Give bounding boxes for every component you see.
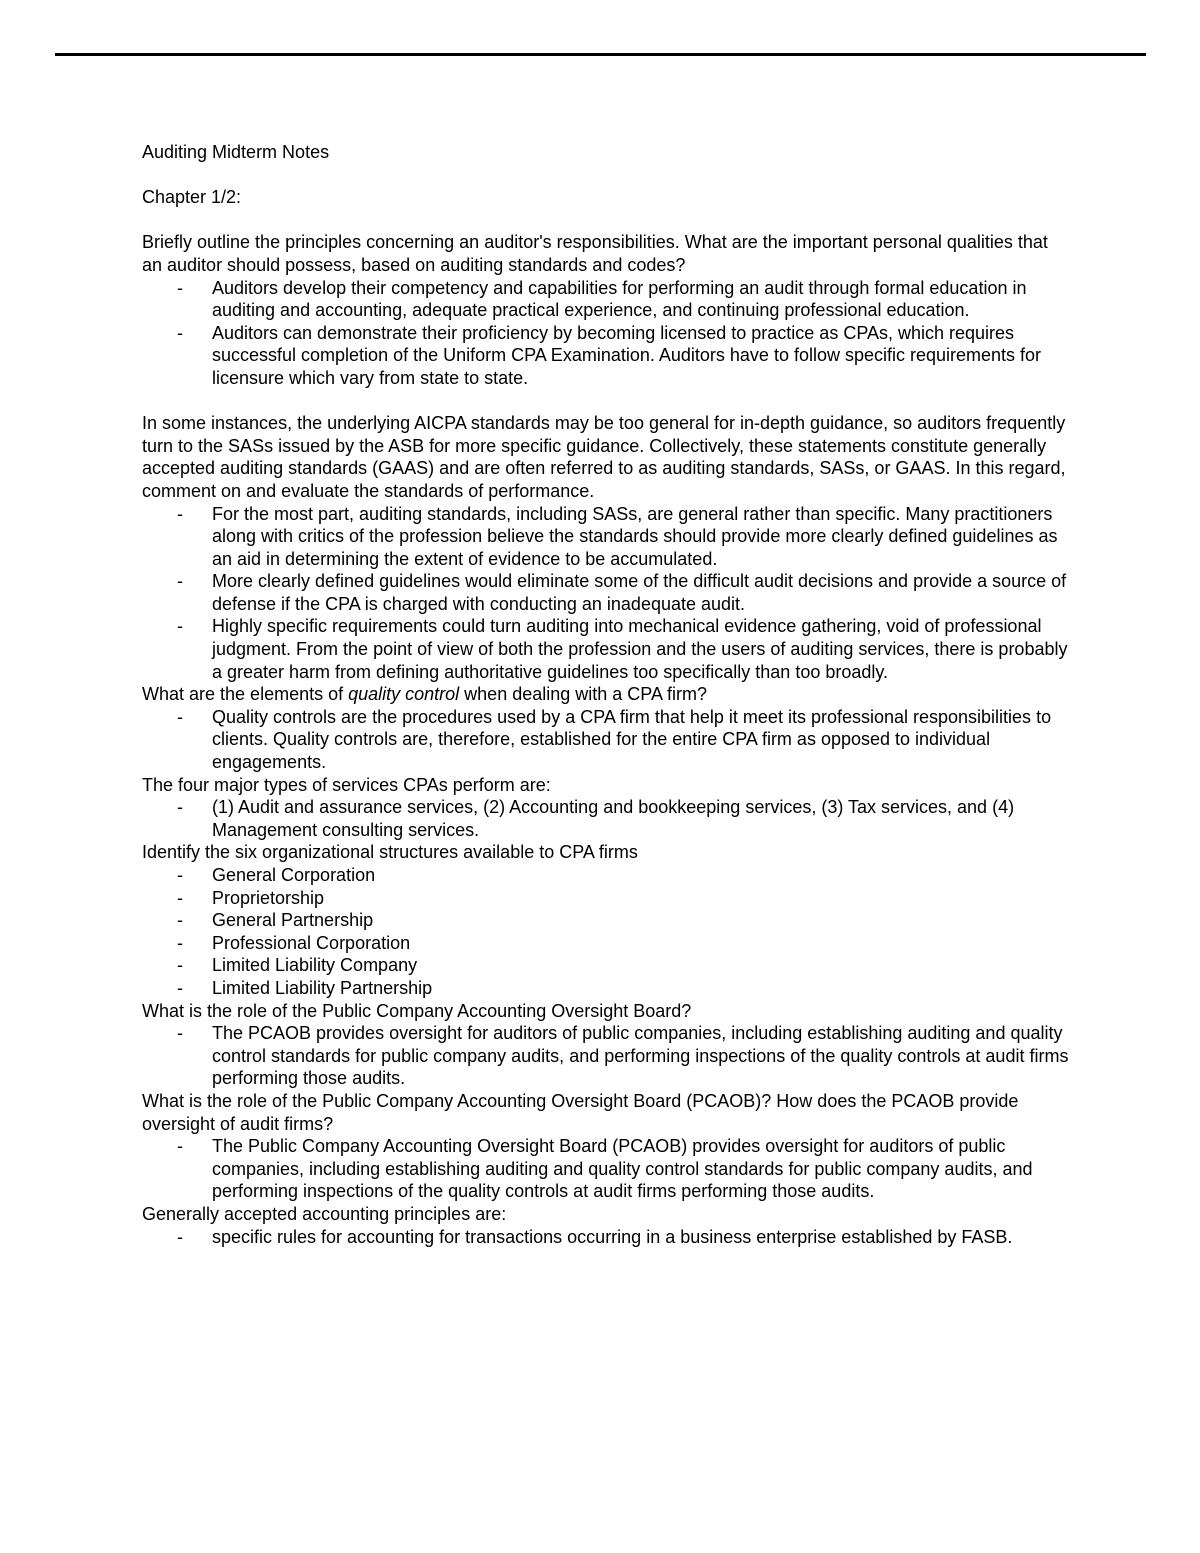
list-item-text: The Public Company Accounting Oversight Board (PCAOB) provides oversight for auditors of public companies, including establishing auditing and quality control standards for public company audits, and performing inspections of the quality controls at audit firms performing those audits.	[212, 1136, 1033, 1202]
list-item-text: General Corporation	[212, 865, 376, 885]
list-item-text: The PCAOB provides oversight for auditors of public companies, including establishing auditing and quality control standards for public company audits, and performing inspections of the quality controls at audit firms performing those audits.	[212, 1023, 1069, 1089]
list-item-text: Limited Liability Company	[212, 955, 418, 976]
bullet-marker: -	[177, 865, 183, 885]
document-title: Auditing Midterm Notes	[142, 142, 330, 162]
bullet-list	[142, 503, 1072, 684]
list-item	[142, 954, 1072, 977]
bullet-marker: -	[177, 932, 183, 953]
question-text: What is the role of the Public Company Accounting Oversight Board (PCAOB)? How does the PCAOB provide oversight of audit firms?	[142, 1090, 1019, 1134]
list-item-text: For the most part, auditing standards, including SASs, are general rather than specific. Many practitioners along with critics of the profession believe the standards should provide more clearly defined guidelines as an aid in determining the extent of evidence to be accumulated.	[212, 503, 1058, 569]
list-item	[142, 796, 1072, 841]
question-text: Generally accepted accounting principles are:	[142, 1203, 507, 1224]
list-item-text: Auditors can demonstrate their proficiency by becoming licensed to practice as CPAs, which requires successful completion of the Uniform CPA Examination. Auditors have to follow specific requirements for licensure which vary from state to state.	[212, 322, 1042, 388]
list-item-text: Limited Liability Partnership	[212, 977, 433, 998]
list-item	[142, 570, 1072, 615]
bullet-marker: -	[177, 910, 183, 931]
list-item	[142, 277, 1072, 322]
list-item-text: General Partnership	[212, 910, 374, 931]
chapter-heading: Chapter 1/2:	[142, 187, 242, 208]
bullet-marker: -	[177, 797, 183, 818]
bullet-marker: -	[177, 616, 183, 637]
bullet-list	[142, 864, 1072, 1000]
bullet-list	[142, 796, 1072, 841]
list-item-text: More clearly defined guidelines would eliminate some of the difficult audit decisions and provide a source of defense if the CPA is charged with conducting an inadequate audit.	[212, 571, 1067, 614]
bullet-marker: -	[177, 977, 183, 998]
list-item-text: Professional Corporation	[212, 932, 411, 953]
bullet-marker: -	[177, 706, 183, 727]
header-rule	[55, 53, 1146, 56]
question-text: What is the role of the Public Company Accounting Oversight Board?	[142, 1000, 692, 1021]
bullet-marker: -	[177, 1226, 183, 1247]
spacer	[142, 209, 1072, 232]
list-item	[142, 1135, 1072, 1203]
list-item	[142, 909, 1072, 932]
bullet-list	[142, 277, 1072, 390]
list-item-text: Highly specific requirements could turn auditing into mechanical evidence gathering, void of professional judgment. From the point of view of both the profession and the users of auditing services, there is probably a greater harm from defining authoritative guidelines too specifically than too broadly.	[212, 616, 1068, 682]
bullet-marker: -	[177, 955, 183, 976]
bullet-marker: -	[177, 322, 183, 343]
bullet-marker: -	[177, 571, 183, 592]
bullet-list	[142, 1135, 1072, 1203]
list-item	[142, 615, 1072, 683]
bullet-marker: -	[177, 503, 183, 524]
list-item	[142, 887, 1072, 910]
bullet-marker: -	[177, 887, 183, 908]
spacer	[142, 164, 1072, 187]
question-text-after: when dealing with a CPA firm?	[459, 684, 707, 705]
spacer	[142, 390, 1072, 413]
list-item	[142, 503, 1072, 571]
list-item-text: Proprietorship	[212, 887, 325, 908]
bullet-marker: -	[177, 1136, 183, 1157]
question-emphasis: quality control	[348, 684, 460, 705]
list-item-text: specific rules for accounting for transactions occurring in a business enterprise established by FASB.	[212, 1226, 1013, 1247]
bullet-marker: -	[177, 1023, 183, 1044]
list-item-text: (1) Audit and assurance services, (2) Accounting and bookkeeping services, (3) Tax services, and (4) Management consulting services.	[212, 797, 1015, 840]
list-item	[142, 977, 1072, 1000]
list-item	[142, 706, 1072, 774]
list-item	[142, 322, 1072, 390]
list-item	[142, 1226, 1072, 1249]
list-item	[142, 864, 1072, 887]
bullet-list	[142, 1022, 1072, 1090]
question-text: Identify the six organizational structures available to CPA firms	[142, 842, 638, 863]
list-item-text: Auditors develop their competency and capabilities for performing an audit through formal education in auditing and accounting, adequate practical experience, and continuing professional education.	[212, 277, 1027, 321]
question-text: The four major types of services CPAs perform are:	[142, 774, 551, 795]
list-item-text: Quality controls are the procedures used by a CPA firm that help it meet its professional responsibilities to clients. Quality controls are, therefore, established for the entire CPA firm as opposed to individual engagements.	[212, 706, 1052, 773]
bullet-marker: -	[177, 277, 183, 298]
question-text: Briefly outline the principles concerning an auditor's responsibilities. What are the important personal qualities that an auditor should possess, based on auditing standards and codes?	[142, 232, 1048, 275]
list-item	[142, 1022, 1072, 1090]
document-body	[142, 141, 1072, 1248]
bullet-list	[142, 706, 1072, 774]
bullet-list	[142, 1226, 1072, 1249]
list-item	[142, 932, 1072, 955]
question-text-before: What are the elements of	[142, 684, 349, 705]
question-text	[142, 683, 1072, 706]
question-text: In some instances, the underlying AICPA standards may be too general for in-depth guidance, so auditors frequently turn to the SASs issued by the ASB for more specific guidance. Collectively, these statements constitute generally accepted auditing standards (GAAS) and are often referred to as auditing standards, SASs, or GAAS. In this regard, comment on and evaluate the standards of performance.	[142, 413, 1066, 501]
